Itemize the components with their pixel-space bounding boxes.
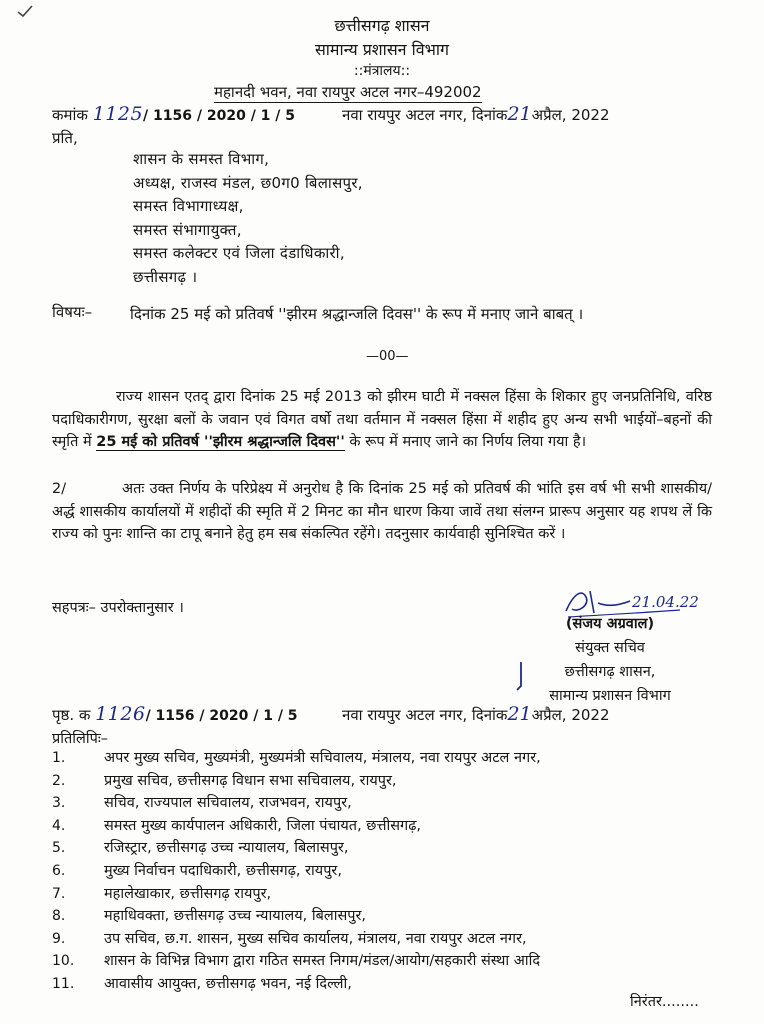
copy-to-text: अपर मुख्य सचिव, मुख्यमंत्री, मुख्यमंत्री सचिवालय, मंत्रालय, नवा रायपुर अटल नगर,: [104, 750, 541, 766]
header-address-text: महानदी भवन, नवा रायपुर अटल नगर–492002: [214, 83, 482, 101]
paragraph-one-emphasis: 25 मई को प्रतिवर्ष ''झीरम श्रद्धान्जलि दिवस'': [96, 434, 345, 450]
copy-to-number: 10.: [52, 953, 75, 970]
copy-to-text: प्रमुख सचिव, छत्तीसगढ़ विधान सभा सचिवालय, रायपुर,: [104, 772, 397, 789]
copy-to-label: प्रतिलिपिः–: [52, 731, 109, 747]
copy-to-item: [52, 950, 541, 973]
signatory-name: (संजय अग्रवाल): [565, 616, 655, 632]
signatory-department: सामान्य प्रशासन विभाग: [549, 688, 671, 704]
copy-to-item: [52, 770, 541, 793]
subject-label: विषयः–: [52, 303, 93, 321]
addressee-item: अध्यक्ष, राजस्व मंडल, छ0ग0 बिलासपुर,: [133, 173, 363, 192]
paragraph-one: [52, 386, 712, 454]
copy-to-text: सचिव, राज्यपाल सचिवालय, राजभवन, रायपुर,: [104, 795, 352, 812]
copy-reference-place-date: [342, 703, 610, 725]
paragraph-two: [52, 478, 712, 546]
addressee-item: समस्त संभागायुक्त,: [133, 220, 242, 239]
addressee-item: शासन के समस्त विभाग,: [133, 150, 270, 168]
copy-to-number: 5.: [52, 840, 66, 857]
copy-to-text: मुख्य निर्वाचन पदाधिकारी, छत्तीसगढ़, रायपुर,: [104, 862, 342, 879]
section-divider: —00—: [366, 349, 409, 364]
copy-to-list: [52, 747, 541, 996]
signature-tick-icon: [515, 660, 527, 692]
copy-to-item: [52, 792, 541, 815]
enclosure-note: सहपत्रः– उपरोक्तानुसार ।: [52, 600, 184, 616]
reference-place-date: [342, 103, 610, 125]
copy-to-text: महाधिवक्ता, छत्तीसगढ़ उच्च न्यायालय, बिलासपुर,: [104, 908, 367, 925]
copy-reference-prefix: पृष्ठ. क: [52, 706, 91, 724]
copy-to-item: [52, 973, 541, 996]
copy-to-item: [52, 815, 541, 838]
copy-reference-line: [52, 703, 702, 725]
paragraph-one-text-b: के रूप में मनाए जाने का निर्णय लिया गया है।: [344, 434, 587, 450]
reference-handwritten-day: 21: [507, 103, 532, 125]
signature-date: 21.04.22: [632, 593, 699, 611]
copy-to-item: [52, 883, 541, 906]
reference-line: [52, 103, 702, 125]
subject-text: दिनांक 25 मई को प्रतिवर्ष ''झीरम श्रद्धान्जलि दिवस'' के रूप में मनाए जाने बाबत् ।: [130, 305, 584, 323]
signature-block: [500, 612, 720, 708]
copy-to-text: उप सचिव, छ.ग. शासन, मुख्य सचिव कार्यालय, मंत्रालय, नवा रायपुर अटल नगर,: [104, 930, 527, 947]
copy-reference-handwritten-number: 1126: [95, 703, 146, 725]
copy-to-text: रजिस्ट्रार, छत्तीसगढ़ उच्च न्यायालय, बिलासपुर,: [104, 840, 349, 857]
addressee-salutation: प्रति,: [52, 129, 78, 147]
addressee-item: समस्त कलेक्टर एवं जिला दंडाधिकारी,: [133, 244, 345, 262]
signatory-government: छत्तीसगढ़ शासन,: [564, 664, 656, 680]
copy-reference-file-number: / 1156 / 2020 / 1 / 5: [145, 708, 298, 724]
header-ministry: ::मंत्रालय::: [353, 63, 411, 79]
copy-to-item: [52, 928, 541, 951]
copy-to-number: 8.: [52, 908, 66, 925]
reference-file-number: / 1156 / 2020 / 1 / 5: [143, 108, 296, 124]
copy-to-item: [52, 747, 541, 770]
paragraph-one-text-a: राज्य शासन एतद् द्वारा दिनांक 25 मई 2013 को झीरम घाटी में नक्सल हिंसा के शिकार हुए जनप्रतिनिधि, वरिष्ठ पदाधिकारीगण, सुरक्षा बलों के जवान एवं विगत वर्षो तथा वर्तमान में नक्सल हिंसा में शहीद हुए अन्य सभी भाईयों–बहनों की स्मृति में: [52, 389, 712, 450]
header-department: सामान्य प्रशासन विभाग: [314, 40, 450, 59]
copy-reference-date: अप्रैल, 2022: [531, 706, 610, 724]
reference-prefix: कमांक: [52, 106, 88, 124]
reference-handwritten-number: 1125: [92, 103, 144, 125]
copy-to-item: [52, 905, 541, 928]
copy-to-number: 1.: [52, 750, 66, 766]
continued-note: निरंतर........: [630, 994, 699, 1010]
reference-place: नवा रायपुर अटल नगर, दिनांक: [342, 106, 508, 124]
copy-to-number: 6.: [52, 862, 66, 879]
copy-to-number: 9.: [52, 930, 66, 947]
copy-to-text: समस्त मुख्य कार्यपालन अधिकारी, जिला पंचायत, छत्तीसगढ़,: [104, 817, 421, 834]
copy-to-number: 4.: [52, 817, 66, 834]
reference-date: अप्रैल, 2022: [531, 106, 610, 124]
header-address: [214, 82, 482, 102]
header-government: छत्तीसगढ़ शासन: [334, 16, 430, 35]
copy-to-item: [52, 837, 541, 860]
copy-to-number: 3.: [52, 795, 66, 812]
copy-to-number: 2.: [52, 772, 66, 789]
addressee-item: छत्तीसगढ़ ।: [133, 267, 198, 286]
copy-to-text: आवासीय आयुक्त, छत्तीसगढ़ भवन, नई दिल्ली,: [104, 975, 352, 992]
paragraph-two-number: 2/: [52, 481, 67, 497]
copy-reference-place: नवा रायपुर अटल नगर, दिनांक: [342, 706, 508, 724]
copy-to-number: 7.: [52, 885, 66, 902]
copy-to-item: [52, 860, 541, 883]
copy-to-text: शासन के विभिन्न विभाग द्वारा गठित समस्त निगम/मंडल/आयोग/सहकारी संस्था आदि: [104, 953, 541, 970]
paragraph-two-text: अतः उक्त निर्णय के परिप्रेक्ष्य में अनुरोध है कि दिनांक 25 मई को प्रतिवर्ष की भांति इस वर्ष भी सभी शासकीय/अर्द्ध शासकीय कार्यालयों में शहीदों की स्मृति में 2 मिनट का मौन धारण किया जावें तथा संलग्न प्रारूप अनुसार यह शपथ लें कि राज्य को पुनः शान्ति का टापू बनाने हेतु हम सब संकल्पित रहेंगे। तदनुसार कार्यवाही सुनिश्चित करें ।: [52, 481, 712, 542]
copy-to-number: 11.: [52, 975, 75, 992]
signatory-designation: संयुक्त सचिव: [575, 640, 645, 656]
addressee-list: [133, 148, 363, 289]
addressee-item: समस्त विभागाध्यक्ष,: [133, 197, 244, 215]
copy-to-text: महालेखाकार, छत्तीसगढ़ रायपुर,: [104, 885, 272, 902]
copy-reference-handwritten-day: 21: [507, 703, 532, 725]
